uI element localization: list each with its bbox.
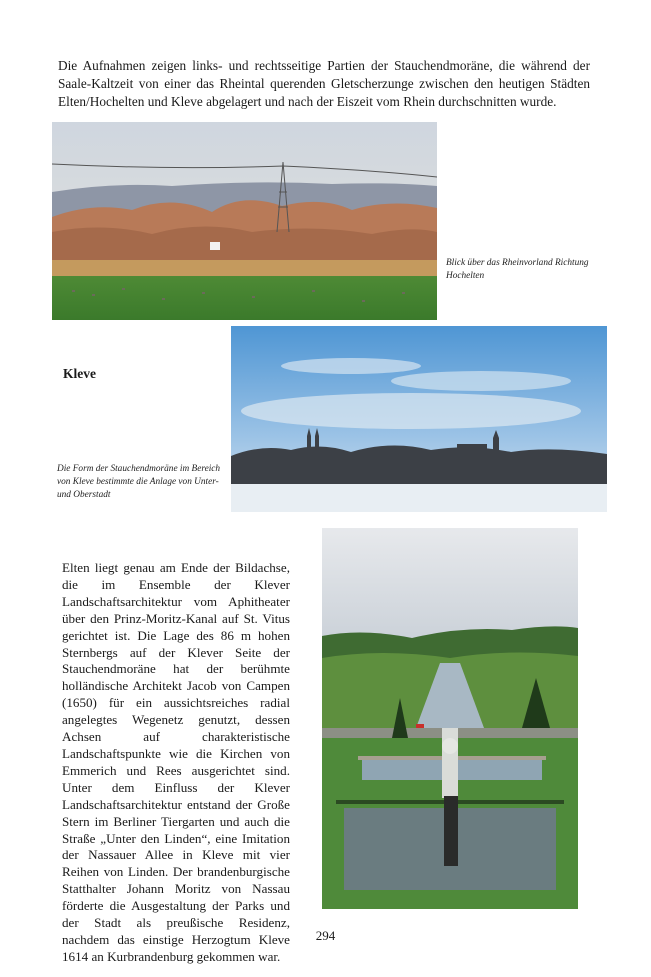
photo-klever-park-achse: [322, 528, 578, 909]
photo-rheinvorland-hochelten: [52, 122, 437, 320]
intro-paragraph: Die Aufnahmen zeigen links- und rechtsseitige Partien der Stauchendmoräne, die während der Saale-Kaltzeit von einer das Rheintal querenden Gletscherzunge zwischen den heutigen Städten Elten/Hochelten und Kleve abgelagert und nach der Eiszeit vom Rhein durchschnitten wurde.: [58, 58, 590, 109]
photo-caption-kleve: Die Form der Stauchendmoräne im Bereich von Kleve bestimmte die Anlage von Unter- und Oberstadt: [57, 464, 221, 500]
photo-caption-hochelten: Blick über das Rheinvorland Richtung Hochelten: [446, 258, 589, 281]
photo-kleve-skyline: [231, 326, 607, 512]
body-paragraph-kleve: Elten liegt genau am Ende der Bildachse, die im Ensemble der Klever Landschaftsarchitektur vom Aphitheater über den Prinz-Moritz-Kanal auf St. Vitus gerichtet ist. Die Lage des 86 m hohen Sternbergs auf der Klever Seite der Stauchendmoräne hat der berühmte holländische Architekt Jacob von Campen (1650) für ein aussichtsreiches radial angelegtes Wegenetz genutzt, dessen Achsen auf charakteristische Landschaftspunkte wie die Kirchen von Emmerich und Rees ausgerichtet sind. Unter dem Einfluss der Klever Landschaftsarchitektur entstand der Große Stern im Berliner Tiergarten und auch die Straße „Unter den Linden“, eine Imitation der Nassauer Allee in Kleve mit vier Reihen von Linden. Der brandenburgische Statthalter Johann Moritz von Nassau förderte die Ausgestaltung der Parks und der Stadt als preußische Residenz, nachdem das einstige Herzogtum Kleve 1614 an Kurbrandenburg gekommen war.: [62, 560, 290, 964]
section-heading: Kleve: [63, 366, 96, 381]
page-number: 294: [315, 928, 336, 943]
